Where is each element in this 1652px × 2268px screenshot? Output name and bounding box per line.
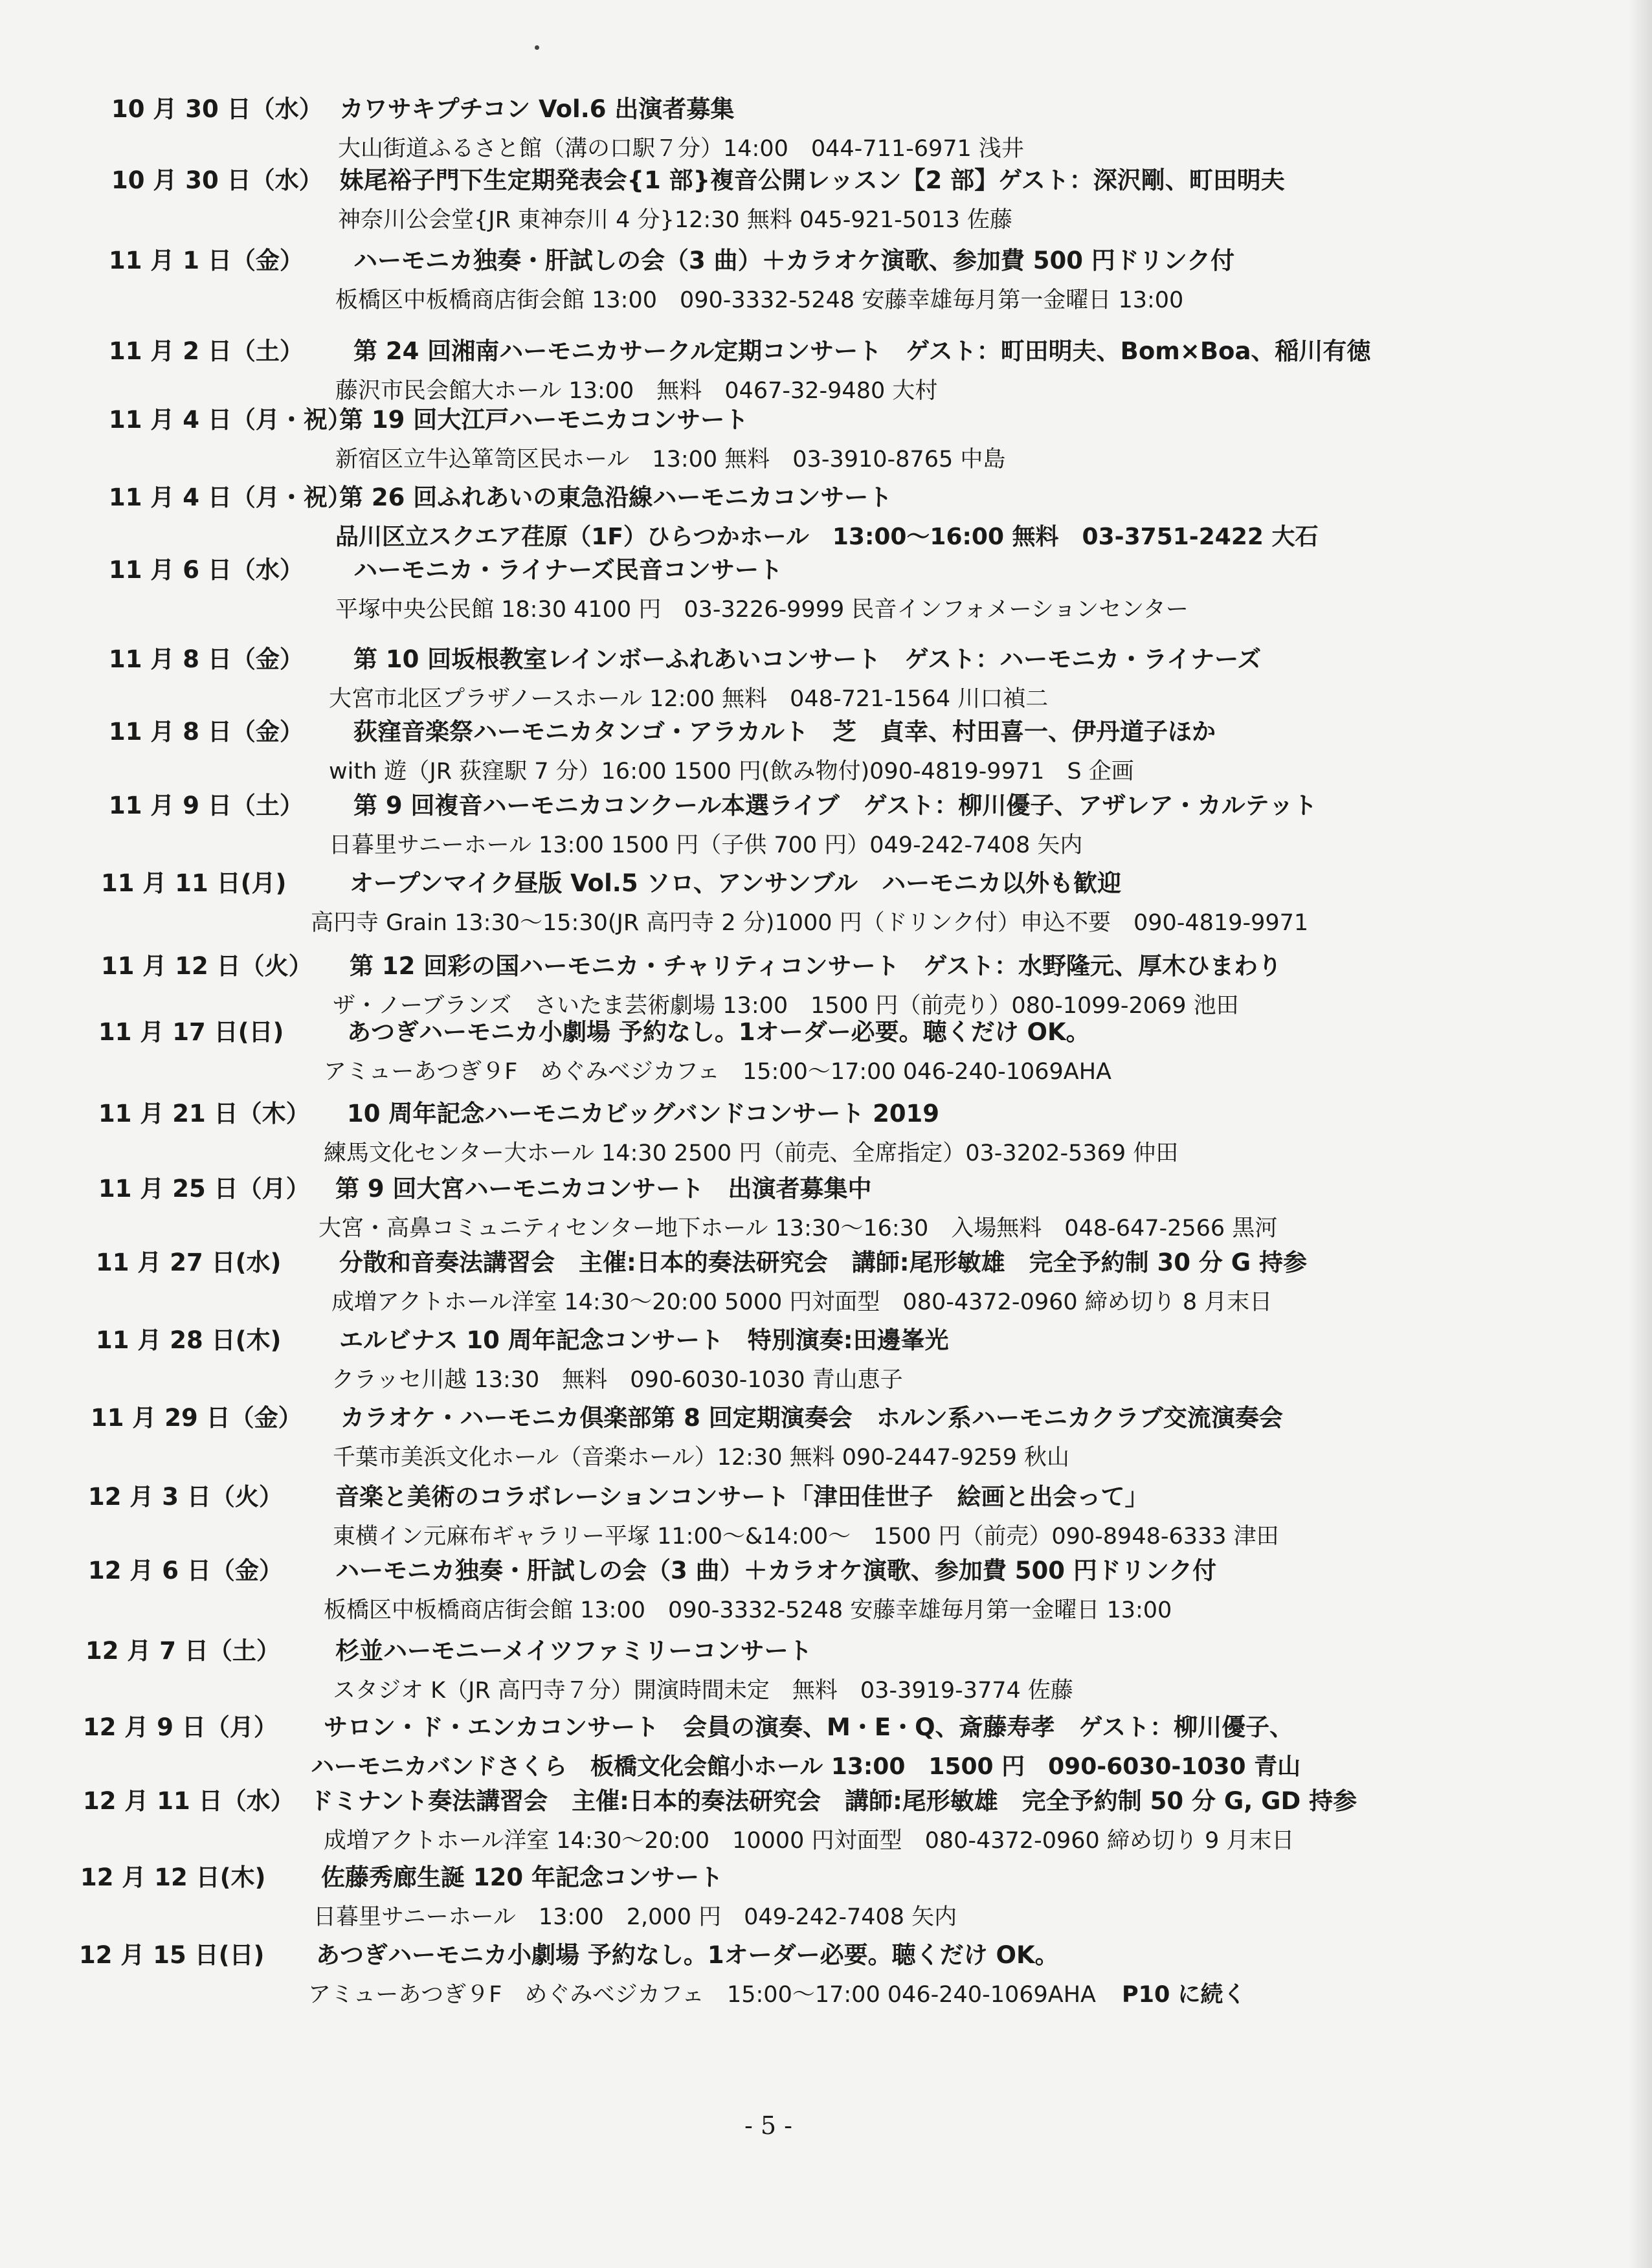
event-details: アミューあつぎ９F めぐみベジカフェ 15:00～17:00 046-240-1069AHA [324, 1059, 1111, 1085]
event-title: エルビナス 10 周年記念コンサート 特別演奏:田邊峯光 [339, 1326, 949, 1354]
event-title: 10 周年記念ハーモニカビッグバンドコンサート 2019 [347, 1100, 940, 1128]
event-details: 神奈川公会堂{JR 東神奈川 4 分}12:30 無料 045-921-5013 佐藤 [338, 207, 1013, 233]
event-title: オープンマイク昼版 Vol.5 ソロ、アンサンブル ハーモニカ以外も歓迎 [350, 869, 1122, 897]
event-details: 日暮里サニーホール 13:00 2,000 円 049-242-7408 矢内 [313, 1904, 957, 1930]
scan-speck [535, 45, 539, 50]
event-details: 新宿区立牛込箪笥区民ホール 13:00 無料 03-3910-8765 中島 [335, 447, 1006, 472]
event-title: ハーモニカ独奏・肝試しの会（3 曲）＋カラオケ演歌、参加費 500 円ドリンク付 [353, 247, 1235, 274]
event-title: 第 9 回大宮ハーモニカコンサート 出演者募集中 [335, 1175, 872, 1203]
event-date: 11 月 6 日（水） [109, 556, 304, 584]
event-details: ハーモニカバンドさくら 板橋文化会館小ホール 13:00 1500 円 090-6030-1030 青山 [311, 1753, 1301, 1780]
event-date: 11 月 21 日（木） [98, 1100, 310, 1128]
event-title: 音楽と美術のコラボレーションコンサート「津田佳世子 絵画と出会って」 [335, 1483, 1149, 1511]
event-date: 11 月 27 日(水) [96, 1249, 282, 1276]
event-date: 11 月 11 日(月) [101, 869, 287, 897]
event-details: 平塚中央公民館 18:30 4100 円 03-3226-9999 民音インフォメーションセンター [335, 597, 1189, 623]
event-date: 11 月 17 日(日) [98, 1018, 284, 1046]
event-date: 10 月 30 日（水） [111, 166, 323, 194]
event-title: 第 12 回彩の国ハーモニカ・チャリティコンサート ゲスト：水野隆元、厚木ひまわり [350, 952, 1282, 980]
event-date: 11 月 12 日（火） [101, 952, 313, 980]
event-title: 荻窪音楽祭ハーモニカタンゴ・アラカルト 芝 貞幸、村田喜一、伊丹道子ほか [353, 718, 1216, 746]
event-title: 杉並ハーモニーメイツファミリーコンサート [335, 1637, 812, 1665]
continued-note: P10 に続く [1121, 1982, 1246, 2008]
page-edge-shadow [1629, 0, 1652, 2268]
event-date: 12 月 11 日（水） [83, 1787, 295, 1815]
event-date: 11 月 8 日（金） [109, 645, 304, 673]
event-details: スタジオ K（JR 高円寺７分）開演時間未定 無料 03-3919-3774 佐藤 [333, 1678, 1073, 1704]
event-title: 第 24 回湘南ハーモニカサークル定期コンサート ゲスト：町田明夫、Bom×Boa、稲川有徳 [353, 337, 1371, 365]
event-date: 11 月 25 日（月） [98, 1175, 310, 1203]
event-title: 妹尾裕子門下生定期発表会{1 部}複音公開レッスン【2 部】ゲスト：深沢剛、町田明夫 [339, 166, 1285, 194]
event-details: 高円寺 Grain 13:30～15:30(JR 高円寺 2 分)1000 円（ドリンク付）申込不要 090-4819-9971 [311, 910, 1309, 936]
event-date: 11 月 1 日（金） [109, 247, 304, 274]
event-title: ハーモニカ独奏・肝試しの会（3 曲）＋カラオケ演歌、参加費 500 円ドリンク付 [335, 1557, 1217, 1584]
event-details: 東横イン元麻布ギャラリー平塚 11:00～&14:00～ 1500 円（前売）090-8948-6333 津田 [333, 1524, 1279, 1550]
event-title: カワサキプチコン Vol.6 出演者募集 [339, 95, 735, 123]
event-date: 12 月 7 日（土） [85, 1637, 280, 1665]
event-details: 品川区立スクエア荏原（1F）ひらつかホール 13:00～16:00 無料 03-3751-2422 大石 [335, 524, 1319, 550]
event-title: 分散和音奏法講習会 主催:日本的奏法研究会 講師:尾形敏雄 完全予約制 30 分 G 持参 [339, 1249, 1307, 1276]
event-details: ザ・ノーブランズ さいたま芸術劇場 13:00 1500 円（前売り）080-1099-2069 池田 [333, 993, 1239, 1019]
event-date: 11 月 2 日（土） [109, 337, 304, 365]
event-details: 板橋区中板橋商店街会館 13:00 090-3332-5248 安藤幸雄毎月第一金曜日 13:00 [335, 287, 1184, 313]
event-title: サロン・ド・エンカコンサート 会員の演奏、M・E・Q、斎藤寿孝 ゲスト：柳川優子、 [324, 1713, 1294, 1741]
page-number: - 5 - [744, 2111, 793, 2140]
event-details: 練馬文化センター大ホール 14:30 2500 円（前売、全席指定）03-3202-5369 仲田 [324, 1140, 1179, 1166]
event-details: クラッセ川越 13:30 無料 090-6030-1030 青山恵子 [331, 1367, 903, 1393]
event-date: 12 月 3 日（火） [88, 1483, 283, 1511]
event-details: 板橋区中板橋商店街会館 13:00 090-3332-5248 安藤幸雄毎月第一金曜日 13:00 [324, 1597, 1172, 1623]
event-title: 佐藤秀廊生誕 120 年記念コンサート [321, 1863, 723, 1891]
event-date: 11 月 29 日（金） [91, 1404, 302, 1432]
event-date: 11 月 8 日（金） [109, 718, 304, 746]
event-title: カラオケ・ハーモニカ倶楽部第 8 回定期演奏会 ホルン系ハーモニカクラブ交流演奏会 [340, 1404, 1283, 1432]
event-date: 10 月 30 日（水） [111, 95, 323, 123]
event-details: アミューあつぎ９F めぐみベジカフェ 15:00～17:00 046-240-1069AHA [308, 1982, 1096, 2008]
event-date: 12 月 15 日(日) [79, 1941, 265, 1969]
event-date: 11 月 28 日(木) [96, 1326, 282, 1354]
event-title: ハーモニカ・ライナーズ民音コンサート [353, 556, 783, 584]
event-details: 成増アクトホール洋室 14:30～20:00 5000 円対面型 080-4372-0960 締め切り 8 月末日 [331, 1289, 1273, 1315]
event-details: 千葉市美浜文化ホール（音楽ホール）12:30 無料 090-2447-9259 秋山 [333, 1445, 1070, 1471]
event-title: 第 9 回複音ハーモニカコンクール本選ライブ ゲスト：柳川優子、アザレア・カルテット [353, 792, 1317, 819]
event-title: ドミナント奏法講習会 主催:日本的奏法研究会 講師:尾形敏雄 完全予約制 50 分 G, GD 持参 [309, 1787, 1357, 1815]
event-title: 第 26 回ふれあいの東急沿線ハーモニカコンサート [339, 484, 893, 511]
event-date: 12 月 12 日(木) [80, 1863, 266, 1891]
event-date: 11 月 4 日（月・祝） [109, 484, 352, 511]
event-title: 第 10 回坂根教室レインボーふれあいコンサート ゲスト：ハーモニカ・ライナーズ [353, 645, 1262, 673]
event-details: with 遊（JR 荻窪駅 7 分）16:00 1500 円(飲み物付)090-4819-9971 S 企画 [329, 759, 1134, 784]
event-date: 12 月 6 日（金） [88, 1557, 283, 1584]
event-title: 第 19 回大江戸ハーモニカコンサート [339, 406, 749, 434]
event-details: 大宮・高鼻コミュニティセンター地下ホール 13:30～16:30 入場無料 048-647-2566 黒河 [318, 1216, 1278, 1241]
event-details: 日暮里サニーホール 13:00 1500 円（子供 700 円）049-242-7408 矢内 [329, 832, 1083, 858]
event-details: 成増アクトホール洋室 14:30～20:00 10000 円対面型 080-4372-0960 締め切り 9 月末日 [324, 1828, 1295, 1854]
event-date: 11 月 4 日（月・祝） [109, 406, 352, 434]
event-title: あつぎハーモニカ小劇場 予約なし。1オーダー必要。聴くだけ OK。 [316, 1941, 1059, 1969]
event-title: あつぎハーモニカ小劇場 予約なし。1オーダー必要。聴くだけ OK。 [347, 1018, 1090, 1046]
event-details: 大山街道ふるさと館（溝の口駅７分）14:00 044-711-6971 浅井 [338, 136, 1024, 162]
event-details: 藤沢市民会館大ホール 13:00 無料 0467-32-9480 大村 [335, 378, 938, 404]
event-date: 11 月 9 日（土） [109, 792, 304, 819]
event-date: 12 月 9 日（月） [83, 1713, 278, 1741]
event-details: 大宮市北区プラザノースホール 12:00 無料 048-721-1564 川口禎二 [329, 686, 1049, 712]
